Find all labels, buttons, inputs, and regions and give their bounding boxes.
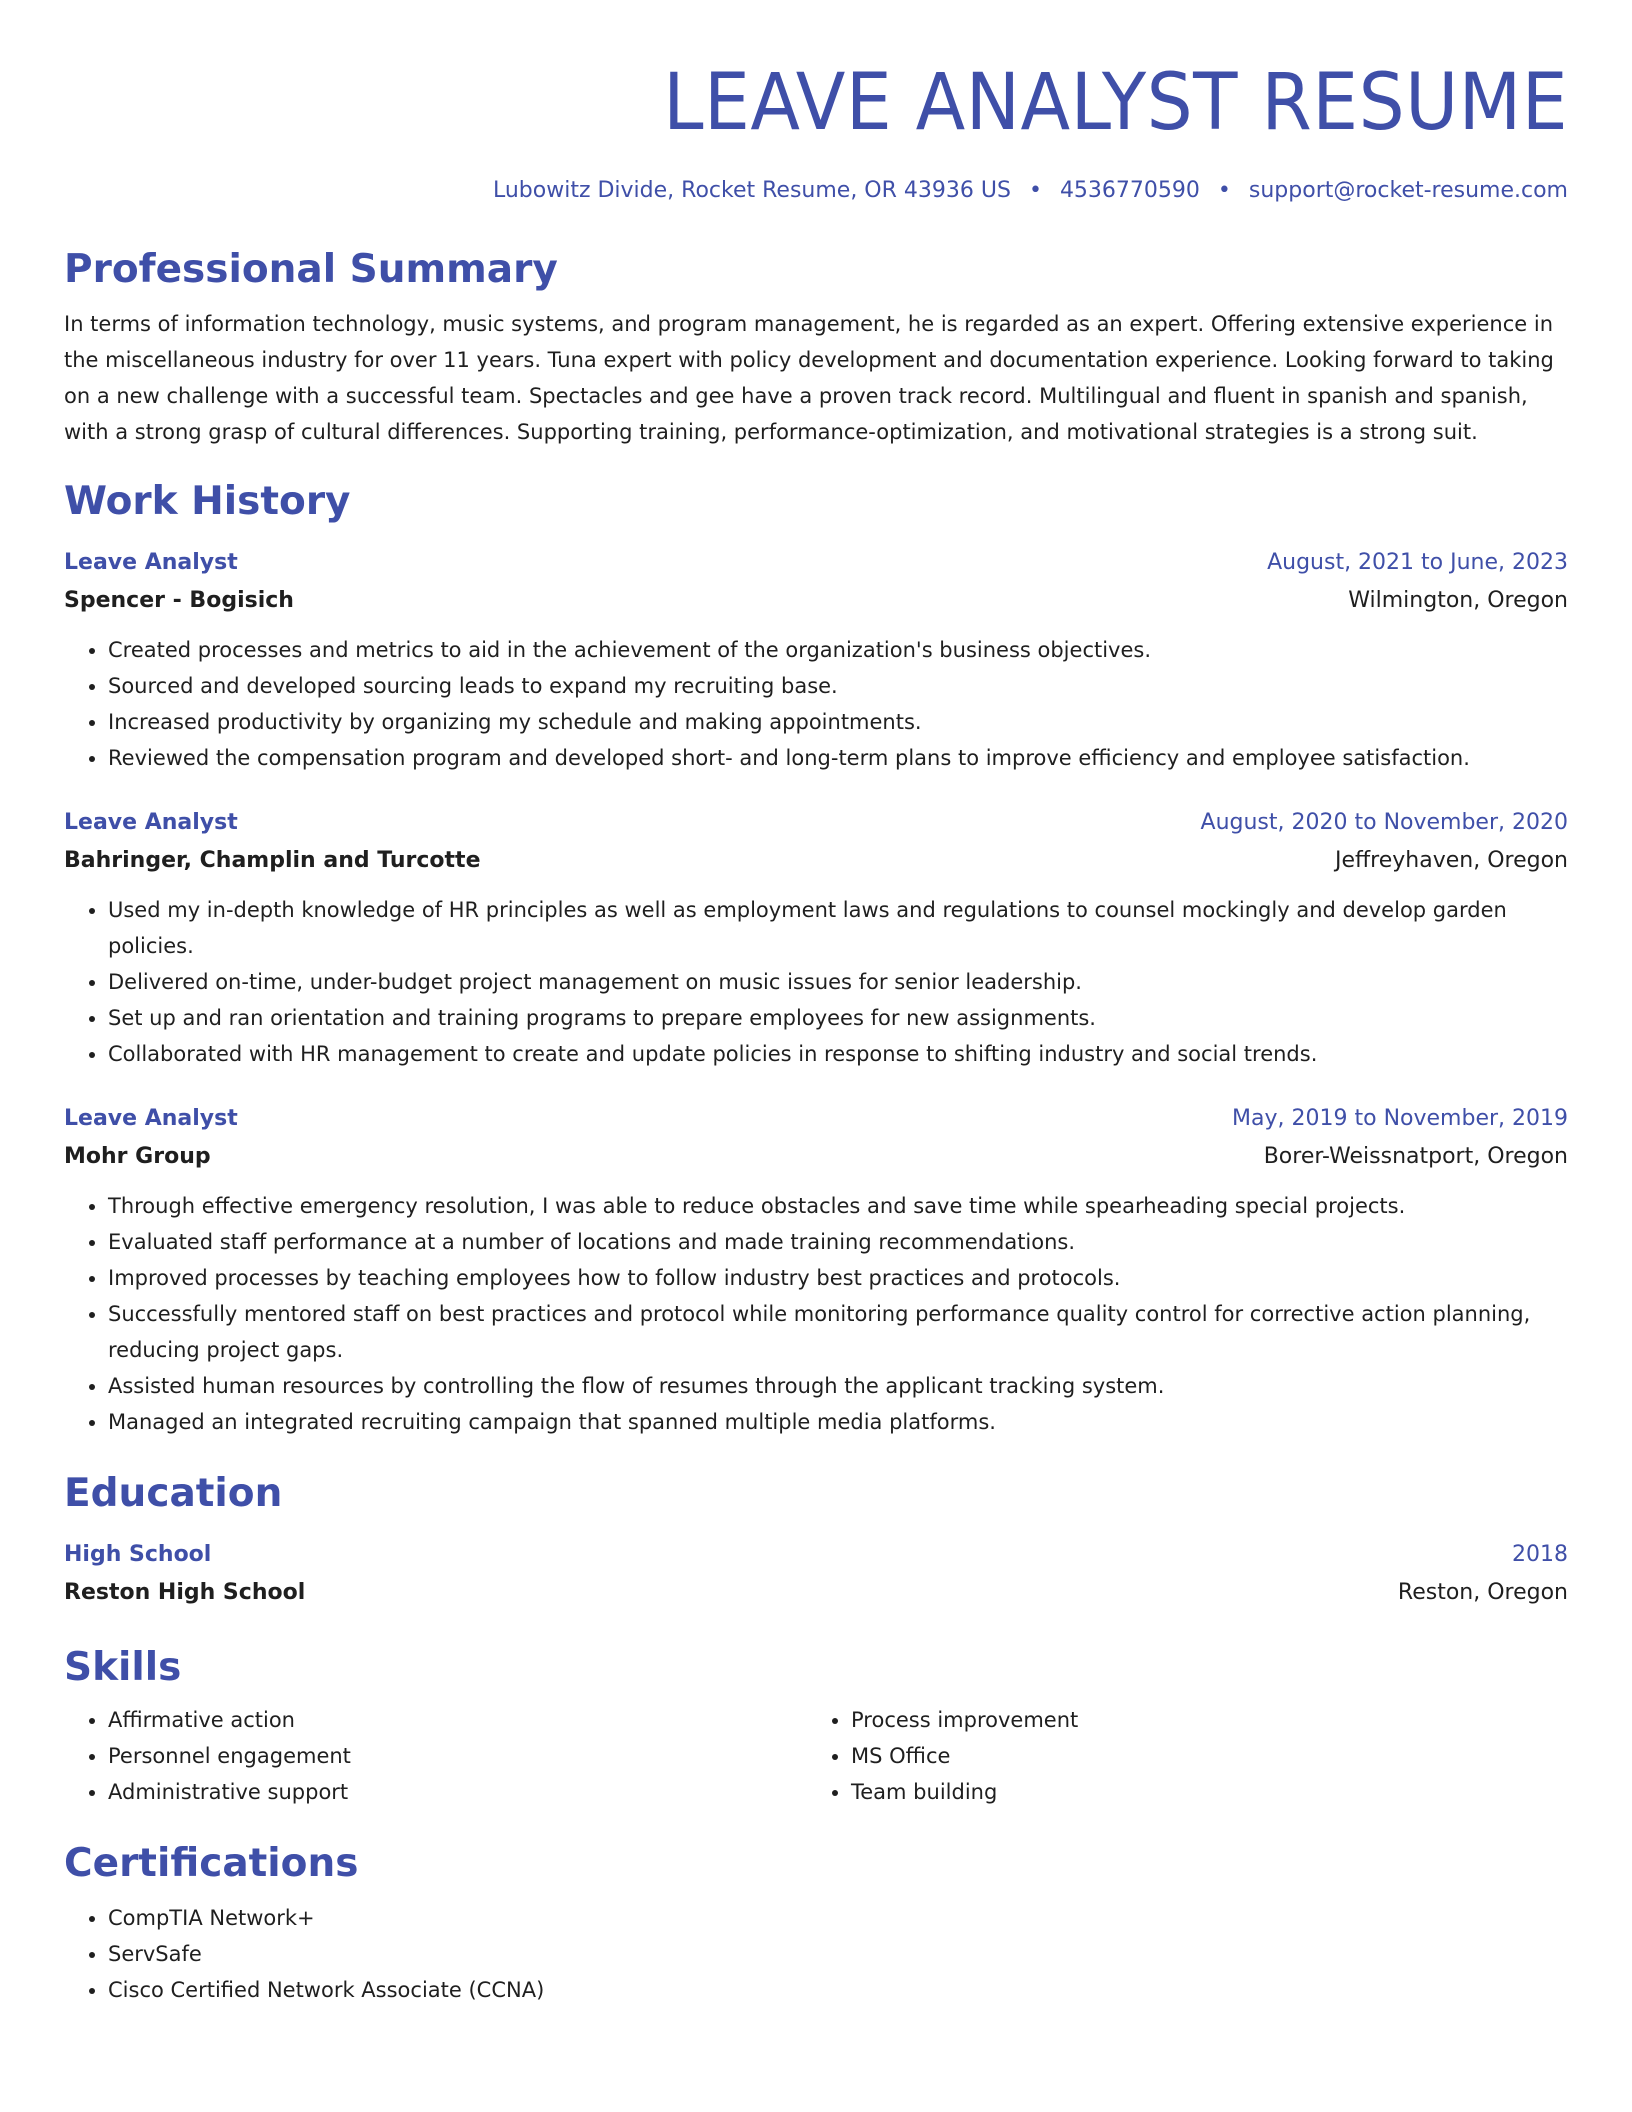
contact-line [64, 176, 1568, 206]
education-location: Reston, Oregon [1397, 1580, 1568, 1605]
job-role: Leave Analyst [64, 1106, 238, 1131]
skills-column-right [807, 1702, 1550, 1810]
job-location: Wilmington, Oregon [1348, 588, 1568, 613]
job-bullet: • Increased productivity by organizing my schedule and making appointments. [108, 704, 1568, 740]
education-school: Reston High School [64, 1580, 306, 1605]
job-bullets [64, 632, 1568, 776]
skills-heading: Skills [64, 1645, 182, 1690]
job-location: Borer-Weissnatport, Oregon [1263, 1144, 1568, 1169]
education-year: 2018 [1512, 1542, 1568, 1567]
skill-item: • Personnel engagement [108, 1738, 807, 1774]
job-company: Spencer - Bogisich [64, 588, 294, 613]
job-bullet: • Created processes and metrics to aid in the achievement of the organization's business objectives. [108, 632, 1568, 668]
education-heading: Education [64, 1471, 283, 1516]
certifications-list [64, 1900, 1568, 2008]
certification-item: • Cisco Certified Network Associate (CCNA) [108, 1972, 1568, 2008]
certification-item: • CompTIA Network+ [108, 1900, 1568, 1936]
certification-item: • ServSafe [108, 1936, 1568, 1972]
job-entry [64, 1100, 1568, 1440]
job-bullet: • Delivered on-time, under-budget project management on music issues for senior leadership. [108, 964, 1568, 1000]
job-bullet: • Evaluated staff performance at a number of locations and made training recommendations. [108, 1224, 1568, 1260]
contact-email: support@rocket-resume.com [1248, 178, 1568, 203]
work-history-heading: Work History [64, 479, 351, 524]
summary-text: In terms of information technology, music systems, and program management, he is regarded as an expert. Offering extensive experience in the miscellaneous industry for over 11 years. Tuna expert with policy development and documentation experience. Looking forward to taking on a new challenge with a successful team. Spectacles and gee have a proven track record. Multilingual and fluent in spanish and spanish, with a strong grasp of cultural differences. Supporting training, performance-optimization, and motivational strategies is a strong suit. [64, 312, 1554, 444]
summary-heading: Professional Summary [64, 247, 558, 292]
skill-item: • Administrative support [108, 1774, 807, 1810]
job-bullet: • Used my in-depth knowledge of HR principles as well as employment laws and regulations to counsel mockingly and develop garden policies. [108, 892, 1568, 964]
certifications-heading: Certifications [64, 1841, 359, 1886]
job-entry [64, 804, 1568, 1072]
job-dates: August, 2020 to November, 2020 [1200, 810, 1568, 835]
skills-grid [64, 1702, 1568, 1810]
skill-item: • Affirmative action [108, 1702, 807, 1738]
skill-item: • Process improvement [851, 1702, 1550, 1738]
job-bullet: • Reviewed the compensation program and developed short- and long-term plans to improve efficiency and employee satisfaction. [108, 740, 1568, 776]
job-bullets [64, 1188, 1568, 1440]
job-role: Leave Analyst [64, 550, 238, 575]
education-entry [64, 1536, 1568, 1612]
education-degree: High School [64, 1542, 212, 1567]
job-bullet: • Assisted human resources by controlling the flow of resumes through the applicant tracking system. [108, 1368, 1568, 1404]
job-company: Mohr Group [64, 1144, 211, 1169]
contact-address: Lubowitz Divide, Rocket Resume, OR 43936 US [492, 178, 1011, 203]
resume-title: LEAVE ANALYST RESUME [663, 58, 1568, 148]
job-entry [64, 544, 1568, 776]
job-bullet: • Managed an integrated recruiting campaign that spanned multiple media platforms. [108, 1404, 1568, 1440]
skill-item: • Team building [851, 1774, 1550, 1810]
job-dates: May, 2019 to November, 2019 [1232, 1106, 1568, 1131]
job-bullet: • Set up and ran orientation and training programs to prepare employees for new assignments. [108, 1000, 1568, 1036]
contact-separator: • [1028, 178, 1042, 203]
job-company: Bahringer, Champlin and Turcotte [64, 848, 481, 873]
job-bullet: • Improved processes by teaching employees how to follow industry best practices and protocols. [108, 1260, 1568, 1296]
skills-column-left [64, 1702, 807, 1810]
contact-separator: • [1217, 178, 1231, 203]
skill-item: • MS Office [851, 1738, 1550, 1774]
job-bullet: • Sourced and developed sourcing leads to expand my recruiting base. [108, 668, 1568, 704]
job-location: Jeffreyhaven, Oregon [1335, 848, 1568, 873]
job-bullet: • Successfully mentored staff on best practices and protocol while monitoring performance quality control for corrective action planning, reducing project gaps. [108, 1296, 1568, 1368]
job-role: Leave Analyst [64, 810, 238, 835]
job-bullet: • Collaborated with HR management to create and update policies in response to shifting industry and social trends. [108, 1036, 1568, 1072]
job-bullet: • Through effective emergency resolution, I was able to reduce obstacles and save time while spearheading special projects. [108, 1188, 1568, 1224]
resume-page [64, 0, 1568, 2008]
job-bullets [64, 892, 1568, 1072]
contact-phone: 4536770590 [1059, 178, 1200, 203]
job-dates: August, 2021 to June, 2023 [1267, 550, 1568, 575]
